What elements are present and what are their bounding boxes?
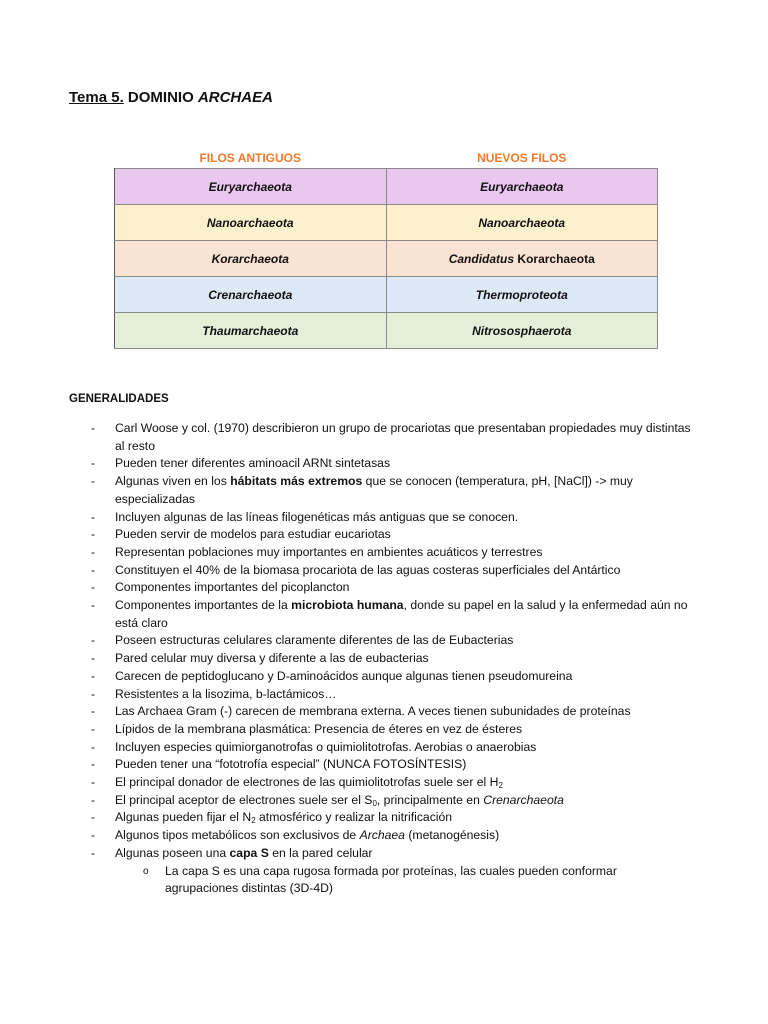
list-item: [91, 650, 691, 668]
item-text: Algunas pueden fijar el N: [115, 810, 252, 825]
dash-bullet: -: [91, 456, 96, 471]
header-filos-antiguos: FILOS ANTIGUOS: [199, 151, 302, 165]
table-header-row: [115, 148, 658, 169]
list-item: [91, 668, 691, 686]
item-text: Pueden tener diferentes aminoacil ARNt sintetasas: [115, 456, 391, 471]
old-phylum-cell: Nanoarchaeota: [115, 205, 387, 241]
old-phylum-cell: Crenarchaeota: [115, 277, 387, 313]
dash-bullet: -: [91, 562, 96, 577]
dash-bullet: -: [91, 633, 96, 648]
table-row: [115, 277, 658, 313]
item-text: Las Archaea Gram (-) carecen de membrana externa. A veces tienen subunidades de proteínas: [115, 704, 631, 719]
sub-list-item: [143, 863, 691, 898]
new-phylum-extra: Korarchaeota: [514, 251, 595, 266]
item-text: (metanogénesis): [404, 828, 500, 843]
item-text: Componentes importantes de la: [115, 598, 292, 613]
dash-bullet: -: [91, 651, 96, 666]
item-text: Resistentes a la lisozima, b-lactámicos…: [115, 686, 337, 701]
list-item: [91, 473, 691, 508]
table-row: [115, 169, 658, 205]
subscript: 2: [498, 781, 503, 791]
item-text: Carecen de peptidoglucano y D-aminoácidos aunque algunas tienen pseudomureina: [115, 668, 573, 683]
item-text: Pueden tener una “fototrofía especial” (NUNCA FOTOSÍNTESIS): [115, 757, 467, 772]
item-bold-text: microbiota humana: [291, 598, 404, 613]
item-text: Constituyen el 40% de la biomasa procariota de las aguas costeras superficiales del Antártico: [115, 562, 621, 577]
list-item: [91, 579, 691, 597]
list-item: [91, 845, 691, 898]
list-item: [91, 774, 691, 792]
subscript: 2: [251, 816, 256, 826]
item-text: que se conocen (temperatura, pH, [NaCl]) -> muy especializadas: [115, 474, 633, 506]
list-item: [91, 455, 691, 473]
new-phylum-cell: [386, 277, 658, 313]
item-text: El principal aceptor de electrones suele ser el S: [115, 792, 373, 807]
item-text: en la pared celular: [268, 845, 373, 860]
item-text: atmosférico y realizar la nitrificación: [255, 810, 453, 825]
subscript: 0: [372, 798, 377, 808]
section-title-generalidades: GENERALIDADES: [69, 393, 169, 405]
item-text: Algunas viven en los: [115, 474, 231, 489]
dash-bullet: -: [91, 527, 96, 542]
new-phylum-cell: [386, 241, 658, 277]
item-text: Poseen estructuras celulares claramente diferentes de las de Eubacterias: [115, 633, 514, 648]
new-phylum-name: Thermoproteota: [475, 287, 568, 302]
list-item: [91, 597, 691, 632]
new-phylum-cell: [386, 169, 658, 205]
new-phylum-name: Nanoarchaeota: [478, 215, 566, 230]
sub-list: [115, 863, 691, 898]
dash-bullet: -: [91, 739, 96, 754]
item-text: Incluyen algunas de las líneas filogenéticas más antiguas que se conocen.: [115, 509, 519, 524]
dominio-label: DOMINIO: [127, 89, 194, 106]
dash-bullet: -: [91, 544, 96, 559]
item-text: Carl Woose y col. (1970) describieron un grupo de procariotas que presentaban propiedades muy distintas al resto: [115, 421, 691, 453]
dash-bullet: -: [91, 775, 96, 790]
item-italic-text: Crenarchaeota: [483, 792, 564, 807]
dash-bullet: -: [91, 810, 96, 825]
new-phylum-cell: [386, 313, 658, 349]
item-text: La capa S es una capa rugosa formada por proteínas, las cuales pueden conformar agrupaciones distintas (3D-4D): [165, 863, 617, 896]
dash-bullet: -: [91, 757, 96, 772]
old-phylum-cell: Korarchaeota: [115, 241, 387, 277]
dash-bullet: -: [91, 474, 96, 489]
item-text: , donde su papel en la salud y la enfermedad aún no está claro: [115, 598, 688, 630]
dash-bullet: -: [91, 845, 96, 860]
item-text: Pared celular muy diversa y diferente a las de eubacterias: [115, 651, 429, 666]
list-item: [91, 792, 691, 810]
archaea-label: ARCHAEA: [197, 89, 273, 106]
circle-bullet-icon: o: [143, 865, 149, 877]
new-phylum-cell: [386, 205, 658, 241]
dash-bullet: -: [91, 792, 96, 807]
list-item: [91, 509, 691, 527]
list-item: [91, 562, 691, 580]
phyla-table: [114, 148, 658, 349]
list-item: [91, 827, 691, 845]
header-nuevos-filos: NUEVOS FILOS: [477, 151, 567, 165]
page-title: [69, 89, 273, 106]
item-text: Pueden servir de modelos para estudiar eucariotas: [115, 527, 391, 542]
table-row: [115, 241, 658, 277]
list-item: [91, 686, 691, 704]
table-row: [115, 313, 658, 349]
dash-bullet: -: [91, 509, 96, 524]
table-row: [115, 205, 658, 241]
dash-bullet: -: [91, 598, 96, 613]
dash-bullet: -: [91, 580, 96, 595]
old-phylum-cell: Thaumarchaeota: [115, 313, 387, 349]
list-item: [91, 420, 691, 455]
item-text: Componentes importantes del picoplancton: [115, 580, 350, 595]
item-text: , principalmente en: [376, 792, 484, 807]
item-text: Algunos tipos metabólicos son exclusivos de: [115, 828, 360, 843]
list-item: [91, 632, 691, 650]
item-text: Lípidos de la membrana plasmática: Presencia de éteres en vez de ésteres: [115, 721, 523, 736]
list-item: [91, 756, 691, 774]
list-item: [91, 544, 691, 562]
item-text: Algunas poseen una: [115, 845, 230, 860]
list-item: [91, 739, 691, 757]
old-phylum-cell: Euryarchaeota: [115, 169, 387, 205]
item-text: Representan poblaciones muy importantes en ambientes acuáticos y terrestres: [115, 544, 543, 559]
item-bold-text: hábitats más extremos: [230, 474, 363, 489]
dash-bullet: -: [91, 704, 96, 719]
generalidades-list: [91, 420, 691, 898]
new-phylum-name: Euryarchaeota: [480, 179, 564, 194]
list-item: [91, 809, 691, 827]
dash-bullet: -: [91, 686, 96, 701]
tema-label: Tema 5.: [69, 89, 124, 106]
item-bold-text: capa S: [229, 845, 269, 860]
list-item: [91, 721, 691, 739]
dash-bullet: -: [91, 421, 96, 435]
dash-bullet: -: [91, 668, 96, 683]
list-item: [91, 526, 691, 544]
item-text: Incluyen especies quimiorganotrofas o quimiolitotrofas. Aerobias o anaerobias: [115, 739, 537, 754]
dash-bullet: -: [91, 721, 96, 736]
new-phylum-name: Candidatus: [448, 251, 515, 266]
item-italic-text: Archaea: [359, 828, 405, 843]
new-phylum-name: Nitrososphaerota: [472, 323, 572, 338]
dash-bullet: -: [91, 828, 96, 843]
list-item: [91, 703, 691, 721]
item-text: El principal donador de electrones de las quimiolitotrofas suele ser el H: [115, 775, 499, 790]
